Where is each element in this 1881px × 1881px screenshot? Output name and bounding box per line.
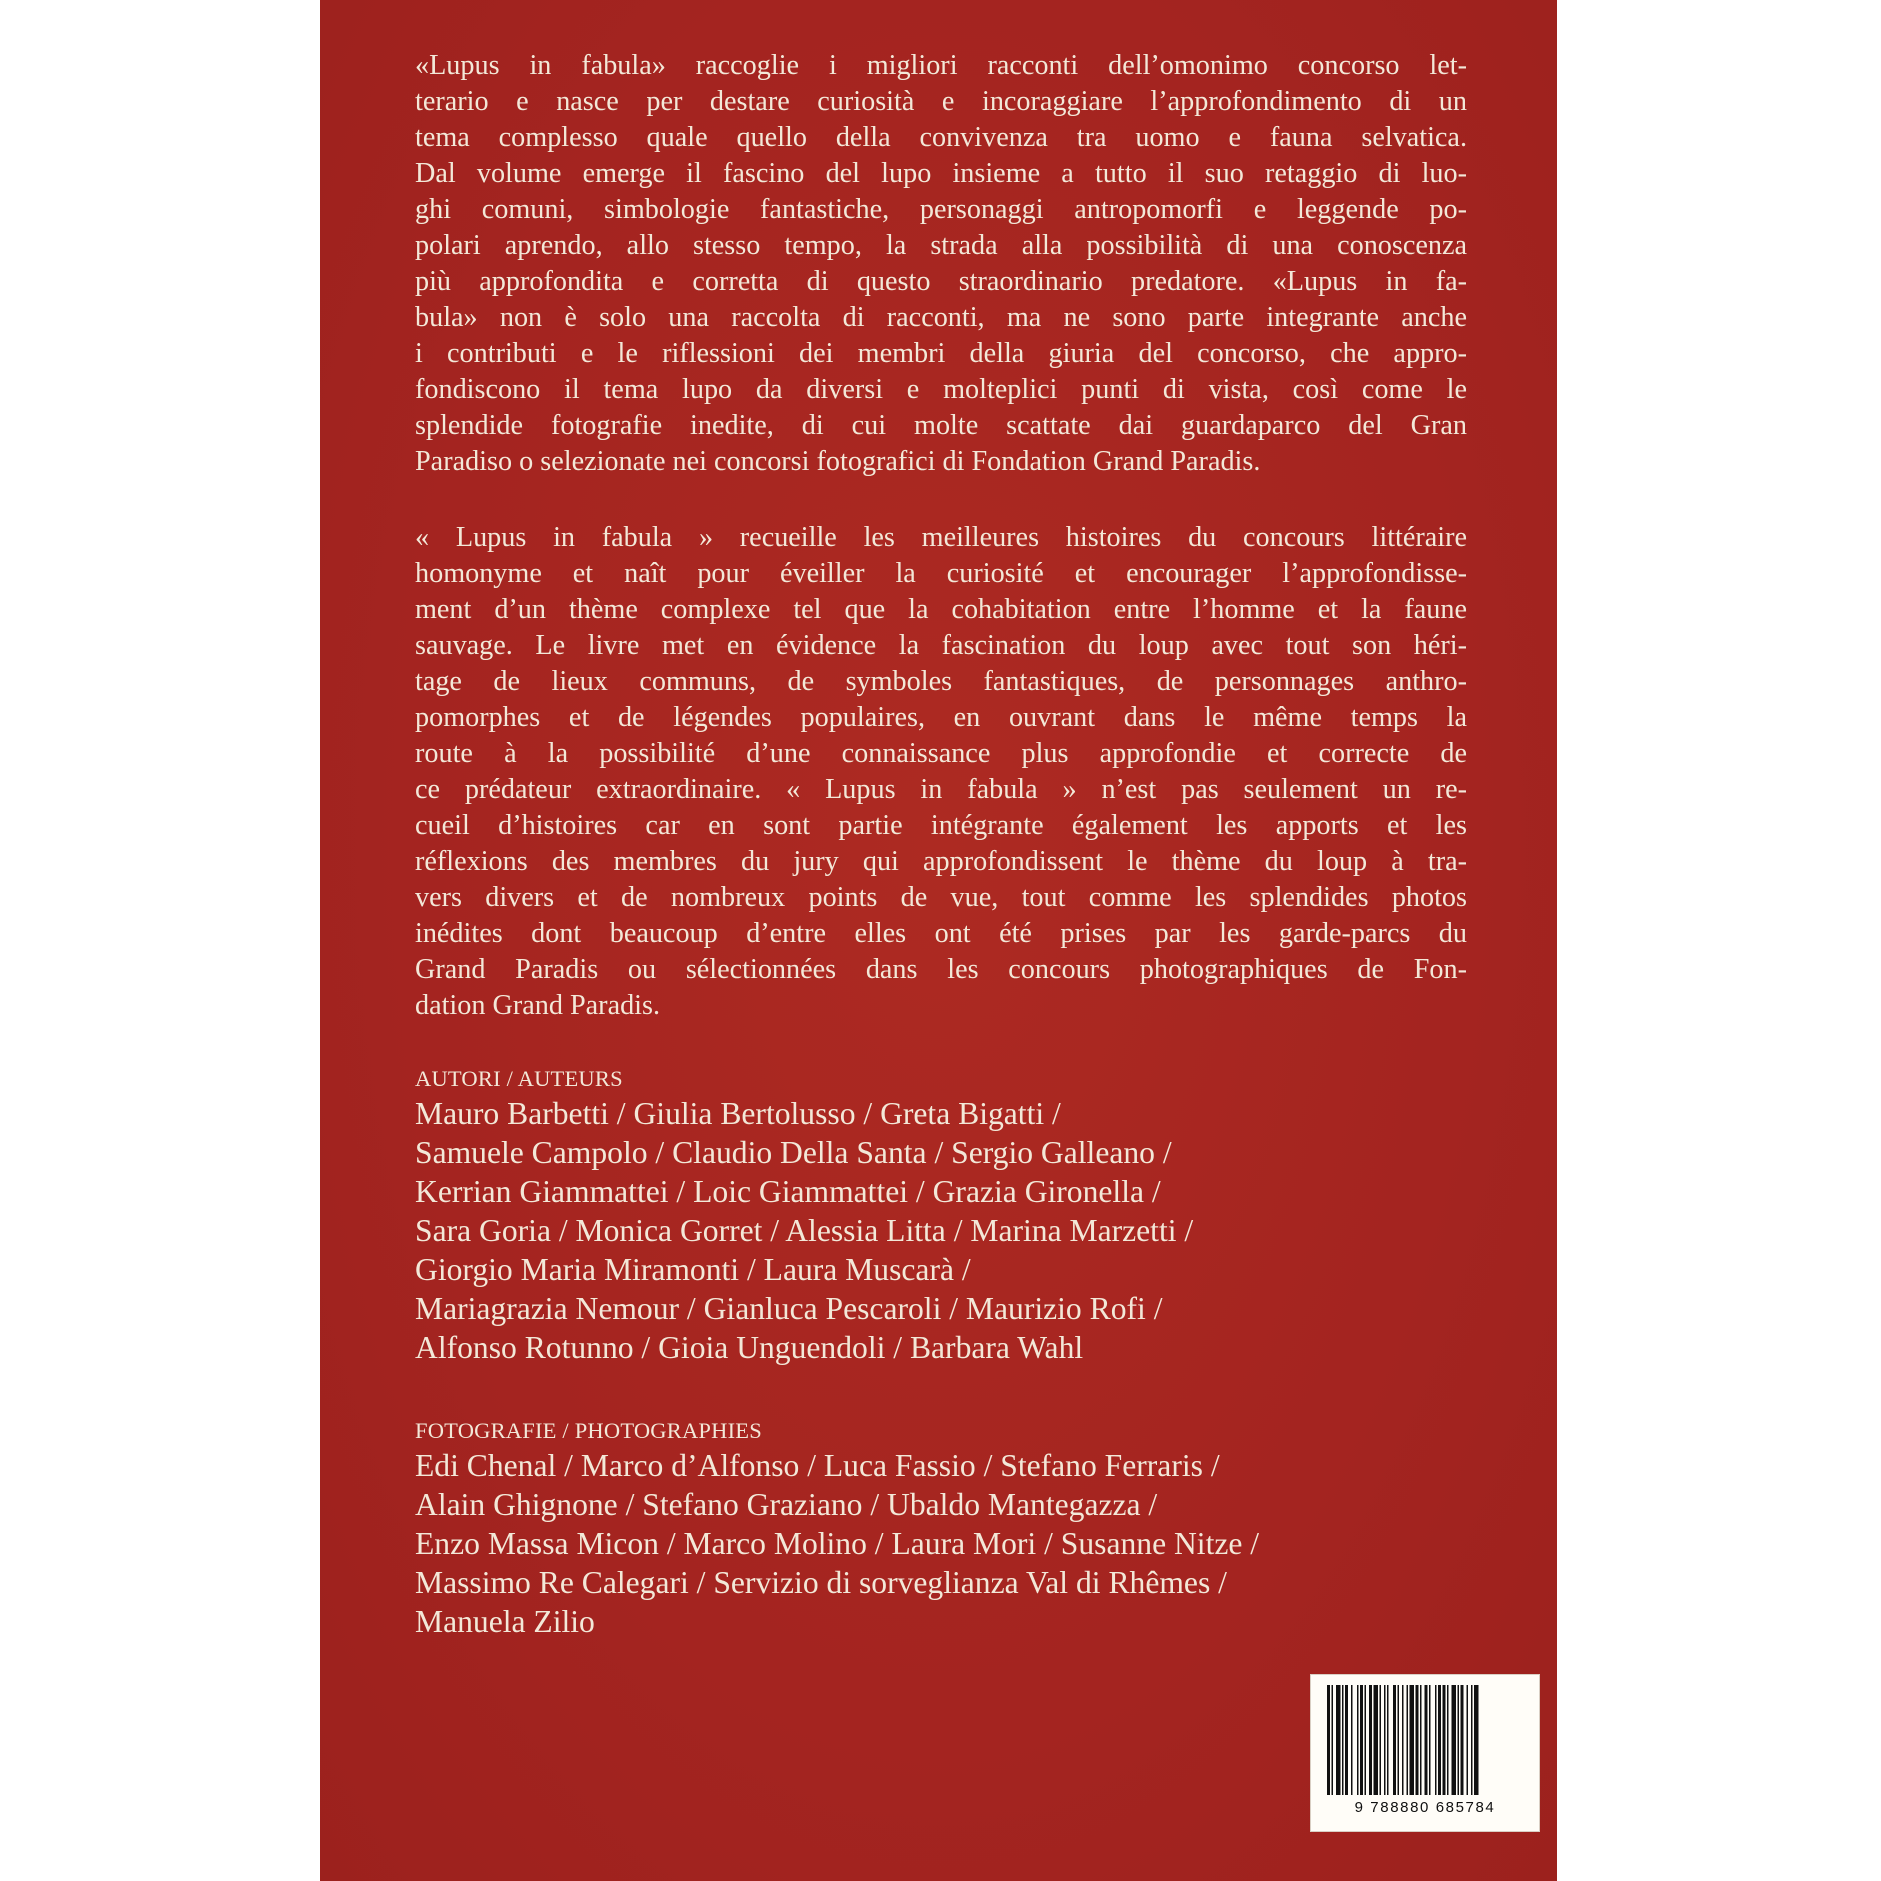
barcode-bar (1474, 1685, 1479, 1795)
italian-paragraph (415, 48, 1467, 480)
barcode-bar (1467, 1685, 1469, 1795)
back-cover (320, 0, 1557, 1881)
authors-line: Giorgio Maria Miramonti / Laura Muscarà / (415, 1252, 971, 1287)
photographers-line: Manuela Zilio (415, 1604, 595, 1639)
italian-line: Paradiso o selezionate nei concorsi fotografici di Fondation Grand Paradis. (415, 446, 1261, 477)
photographers-line: Alain Ghignone / Stefano Graziano / Ubaldo Mantegazza / (415, 1487, 1158, 1522)
barcode-bar (1360, 1685, 1363, 1795)
barcode-bar (1332, 1685, 1334, 1795)
barcode-bar (1369, 1685, 1372, 1795)
italian-line: i contributi e le riflessioni dei membri della giuria del concorso, che appro- (415, 338, 1467, 369)
french-line: homonyme et naît pour éveiller la curiosité et encourager l’approfondisse- (415, 558, 1467, 589)
barcode-bar (1327, 1685, 1330, 1795)
barcode-bar (1429, 1685, 1431, 1795)
photographers-heading: FOTOGRAFIE / PHOTOGRAPHIES (415, 1418, 762, 1443)
authors-line: Mariagrazia Nemour / Gianluca Pescaroli / Maurizio Rofi / (415, 1291, 1163, 1326)
barcode-bar (1416, 1685, 1419, 1795)
italian-blurb (415, 48, 1467, 480)
authors-line: Mauro Barbetti / Giulia Bertolusso / Greta Bigatti / (415, 1096, 1061, 1131)
barcode-bar (1410, 1685, 1415, 1795)
barcode-bar (1425, 1685, 1428, 1795)
authors-line: Alfonso Rotunno / Gioia Unguendoli / Barbara Wahl (415, 1330, 1084, 1365)
italian-line: splendide fotografie inedite, di cui molte scattate dai guardaparco del Gran (415, 410, 1467, 441)
italian-line: fondiscono il tema lupo da diversi e molteplici punti di vista, così come le (415, 374, 1467, 405)
barcode-number: 9 788880 685784 (1354, 1799, 1496, 1816)
italian-line: tema complesso quale quello della convivenza tra uomo e fauna selvatica. (415, 122, 1467, 153)
barcode-bar (1447, 1685, 1449, 1795)
authors-line: Kerrian Giammattei / Loic Giammattei / Grazia Gironella / (415, 1174, 1161, 1209)
italian-line: «Lupus in fabula» raccoglie i migliori racconti dell’omonimo concorso let- (415, 50, 1467, 81)
barcode-bar (1458, 1685, 1460, 1795)
photographers-list (415, 1446, 1467, 1641)
italian-line: polari aprendo, allo stesso tempo, la strada alla possibilità di una conoscenza (415, 230, 1467, 261)
authors-list (415, 1094, 1467, 1367)
french-line: réflexions des membres du jury qui approfondissent le thème du loup à tra- (415, 846, 1467, 877)
authors-line: Sara Goria / Monica Gorret / Alessia Litta / Marina Marzetti / (415, 1213, 1194, 1248)
barcode-bars (1325, 1685, 1525, 1797)
barcode-bar (1380, 1685, 1382, 1795)
barcode-bar (1407, 1685, 1409, 1795)
authors-heading: AUTORI / AUTEURS (415, 1066, 623, 1091)
french-line: route à la possibilité d’une connaissance plus approfondie et correcte de (415, 738, 1467, 769)
italian-line: bula» non è solo una raccolta di racconti, ma ne sono parte integrante anche (415, 302, 1467, 333)
french-line: vers divers et de nombreux points de vue, tout comme les splendides photos (415, 882, 1467, 913)
authors-line: Samuele Campolo / Claudio Della Santa / Sergio Galleano / (415, 1135, 1172, 1170)
barcode-bar (1336, 1685, 1341, 1795)
authors-section (415, 1064, 1467, 1367)
barcode-bar (1438, 1685, 1441, 1795)
french-line: inédites dont beaucoup d’entre elles ont été prises par les garde-parcs du (415, 918, 1467, 949)
barcode-bar (1351, 1685, 1353, 1795)
barcode-bar (1471, 1685, 1473, 1795)
barcode-bar (1435, 1685, 1437, 1795)
barcode-bar (1384, 1685, 1386, 1795)
french-line: cueil d’histoires car en sont partie intégrante également les apports et les (415, 810, 1467, 841)
barcode-bar (1345, 1685, 1348, 1795)
barcode-bar (1452, 1685, 1457, 1795)
barcode-bar (1342, 1685, 1344, 1795)
photographers-line: Massimo Re Calegari / Servizio di sorveglianza Val di Rhêmes / (415, 1565, 1227, 1600)
french-blurb (415, 520, 1467, 1024)
french-line: ce prédateur extraordinaire. « Lupus in fabula » n’est pas seulement un re- (415, 774, 1467, 805)
photographers-line: Edi Chenal / Marco d’Alfonso / Luca Fassio / Stefano Ferraris / (415, 1448, 1220, 1483)
photographers-section (415, 1416, 1467, 1641)
italian-line: ghi comuni, simbologie fantastiche, personaggi antropomorfi e leggende po- (415, 194, 1467, 225)
french-line: dation Grand Paradis. (415, 990, 661, 1021)
barcode-bar (1365, 1685, 1367, 1795)
french-line: tage de lieux communs, de symboles fantastiques, de personnages anthro- (415, 666, 1467, 697)
barcode-bar (1420, 1685, 1422, 1795)
photographers-line: Enzo Massa Micon / Marco Molino / Laura Mori / Susanne Nitze / (415, 1526, 1260, 1561)
french-line: Grand Paradis ou sélectionnées dans les concours photographiques de Fon- (415, 954, 1467, 985)
barcode-bar (1402, 1685, 1404, 1795)
barcode-bar (1387, 1685, 1389, 1795)
french-line: sauvage. Le livre met en évidence la fascination du loup avec tout son héri- (415, 630, 1467, 661)
french-line: « Lupus in fabula » recueille les meilleures histoires du concours littéraire (415, 522, 1467, 553)
barcode (1310, 1674, 1540, 1832)
french-line: pomorphes et de légendes populaires, en ouvrant dans le même temps la (415, 702, 1467, 733)
french-line: ment d’un thème complexe tel que la cohabitation entre l’homme et la faune (415, 594, 1467, 625)
barcode-bar (1393, 1685, 1396, 1795)
barcode-bar (1461, 1685, 1464, 1795)
italian-line: Dal volume emerge il fascino del lupo insieme a tutto il suo retaggio di luo- (415, 158, 1467, 189)
barcode-bar (1398, 1685, 1400, 1795)
italian-line: terario e nasce per destare curiosità e incoraggiare l’approfondimento di un (415, 86, 1467, 117)
italian-line: più approfondita e corretta di questo straordinario predatore. «Lupus in fa- (415, 266, 1467, 297)
barcode-bar (1357, 1685, 1359, 1795)
barcode-bar (1443, 1685, 1446, 1795)
french-paragraph (415, 520, 1467, 1024)
barcode-bar (1374, 1685, 1379, 1795)
